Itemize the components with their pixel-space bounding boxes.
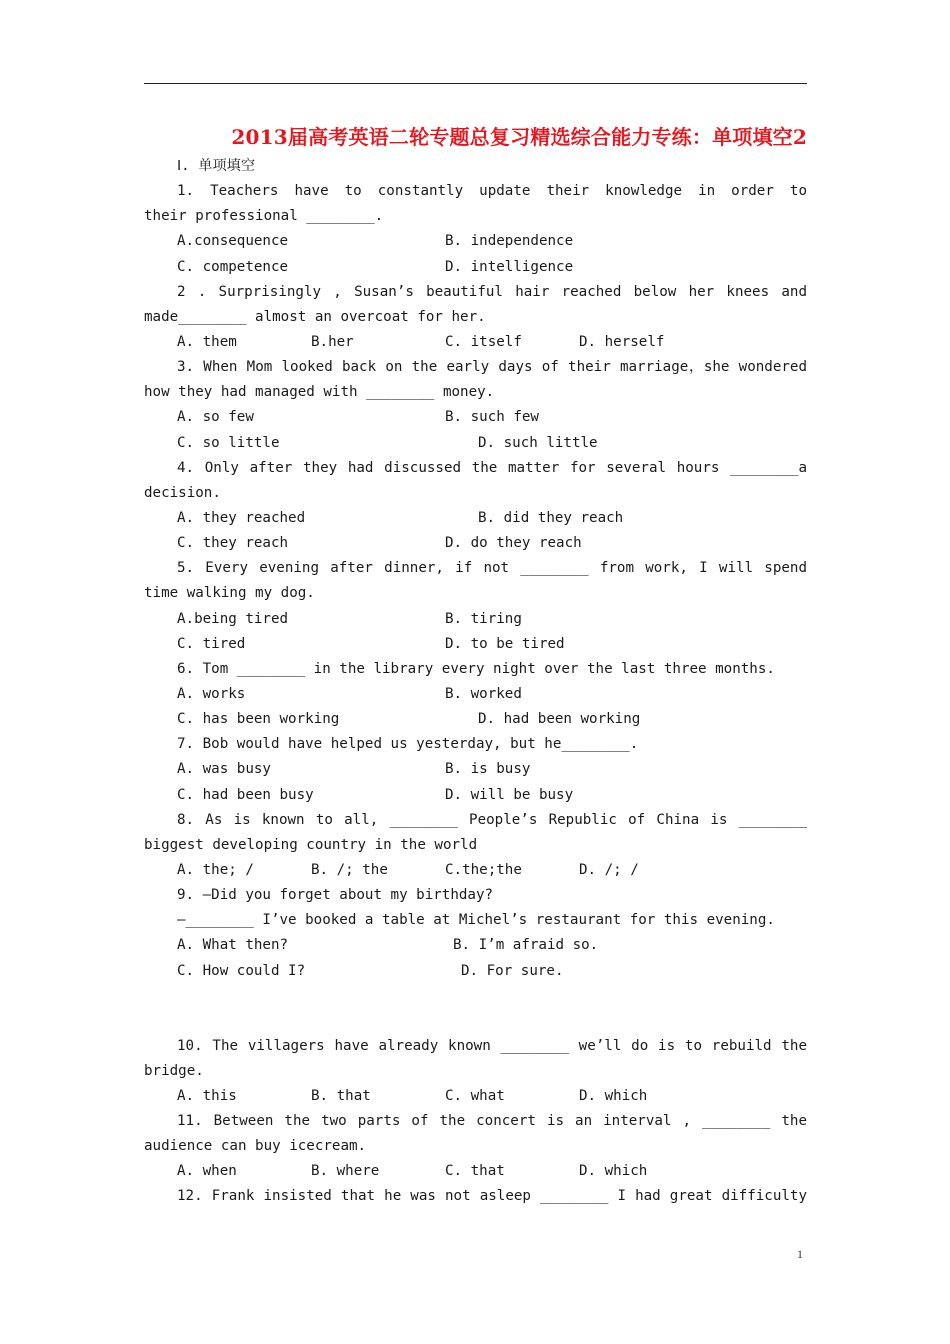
option-a: A.being tired — [177, 610, 289, 627]
option-d: D. /; / — [579, 861, 639, 878]
question-4-options-row — [144, 531, 807, 556]
question-4-stem: 4. Only after they had discussed the matter for several hours ________a — [177, 459, 807, 476]
option-b: B. worked — [445, 685, 522, 702]
option-c: C. what — [445, 1087, 505, 1104]
question-1-options-row — [144, 255, 807, 280]
question-9-options-row — [144, 933, 807, 958]
question-10-stem: 10. The villagers have already known ________ we’ll do is to rebuild the — [177, 1037, 807, 1054]
page-title: 2013届高考英语二轮专题总复习精选综合能力专练：单项填空2 — [231, 125, 807, 149]
option-b: B. such few — [445, 409, 539, 426]
question-list — [144, 154, 807, 1210]
question-4-options-row — [144, 506, 807, 531]
question-1-stem: 1. Teachers have to constantly update their knowledge in order to — [177, 183, 807, 200]
option-d: D. do they reach — [445, 535, 582, 552]
question-12-stem: 12. Frank insisted that he was not asleep ________ I had great difficulty — [177, 1188, 807, 1205]
question-4-stem-cont: decision. — [144, 484, 221, 501]
option-a: A. so few — [177, 409, 254, 426]
option-b: B. independence — [445, 233, 574, 250]
question-5-stem: 5. Every evening after dinner, if not ________ from work, I will spend — [177, 560, 807, 577]
option-a: A. works — [177, 685, 246, 702]
option-c: C. so little — [177, 434, 280, 451]
question-6-options-row — [144, 707, 807, 732]
question-9-stem-cont: —________ I’ve booked a table at Michel’s restaurant for this evening. — [177, 912, 775, 929]
blank-gap — [144, 984, 807, 1034]
option-c: C. they reach — [177, 535, 289, 552]
option-d: D. such little — [478, 434, 598, 451]
option-c: C.the;the — [445, 861, 522, 878]
option-c: C. itself — [445, 333, 522, 350]
option-d: D. to be tired — [445, 635, 565, 652]
option-a: A. them — [177, 333, 237, 350]
question-11-options-row — [144, 1159, 807, 1184]
question-2-stem: 2 . Surprisingly , Susan’s beautiful hair reached below her knees and — [177, 283, 807, 300]
question-3-options-row — [144, 405, 807, 430]
header-rule — [144, 83, 807, 84]
option-b: B. is busy — [445, 761, 531, 778]
question-11-stem: 11. Between the two parts of the concert is an interval , ________ the — [177, 1113, 807, 1130]
option-d: D. herself — [579, 333, 665, 350]
option-d: D. had been working — [478, 711, 641, 728]
option-b: B. /; the — [311, 861, 388, 878]
question-5-stem-cont: time walking my dog. — [144, 585, 315, 602]
question-6-stem: 6. Tom ________ in the library every night over the last three months. — [177, 660, 775, 677]
option-a: A. the; / — [177, 861, 254, 878]
option-c: C. has been working — [177, 711, 340, 728]
option-a: A. when — [177, 1163, 237, 1180]
option-c: C. had been busy — [177, 786, 314, 803]
question-6-options-row — [144, 682, 807, 707]
question-3-stem-cont: how they had managed with ________ money. — [144, 384, 495, 401]
option-a: A. What then? — [177, 937, 289, 954]
question-2-options-row — [144, 330, 807, 355]
page-number: 1 — [797, 1247, 803, 1261]
question-10-stem-cont: bridge. — [144, 1062, 204, 1079]
question-2-stem-cont: made________ almost an overcoat for her. — [144, 308, 486, 325]
question-10-options-row — [144, 1084, 807, 1109]
option-a: A. was busy — [177, 761, 271, 778]
option-b: B. did they reach — [478, 509, 624, 526]
option-a: A. they reached — [177, 509, 306, 526]
question-1-stem-cont: their professional ________. — [144, 208, 384, 225]
option-c: C. How could I? — [177, 962, 306, 979]
option-b: B. I’m afraid so. — [453, 937, 599, 954]
option-c: C. tired — [177, 635, 246, 652]
question-11-stem-cont: audience can buy icecream. — [144, 1138, 367, 1155]
option-d: D. which — [579, 1087, 648, 1104]
question-3-stem: 3. When Mom looked back on the early days of their marriage，she wondered — [177, 359, 807, 376]
option-b: B. that — [311, 1087, 371, 1104]
question-7-options-row — [144, 757, 807, 782]
question-8-stem: 8. As is known to all, ________ People’s Republic of China is ________ — [177, 811, 807, 828]
question-9-options-row — [144, 959, 807, 984]
section-heading: Ⅰ. 单项填空 — [177, 158, 256, 174]
question-7-options-row — [144, 783, 807, 808]
question-7-stem: 7. Bob would have helped us yesterday, but he________. — [177, 736, 639, 753]
option-b: B.her — [311, 333, 354, 350]
option-c: C. that — [445, 1163, 505, 1180]
question-3-options-row — [144, 431, 807, 456]
question-1-options-row — [144, 229, 807, 254]
option-a: A. this — [177, 1087, 237, 1104]
option-a: A.consequence — [177, 233, 289, 250]
option-c: C. competence — [177, 258, 289, 275]
option-d: D. which — [579, 1163, 648, 1180]
question-5-options-row — [144, 632, 807, 657]
question-9-stem: 9. —Did you forget about my birthday? — [177, 887, 494, 904]
question-8-stem-cont: biggest developing country in the world — [144, 836, 478, 853]
question-8-options-row — [144, 858, 807, 883]
option-d: D. For sure. — [461, 962, 564, 979]
option-b: B. tiring — [445, 610, 522, 627]
option-d: D. intelligence — [445, 258, 574, 275]
question-5-options-row — [144, 607, 807, 632]
option-d: D. will be busy — [445, 786, 574, 803]
option-b: B. where — [311, 1163, 380, 1180]
